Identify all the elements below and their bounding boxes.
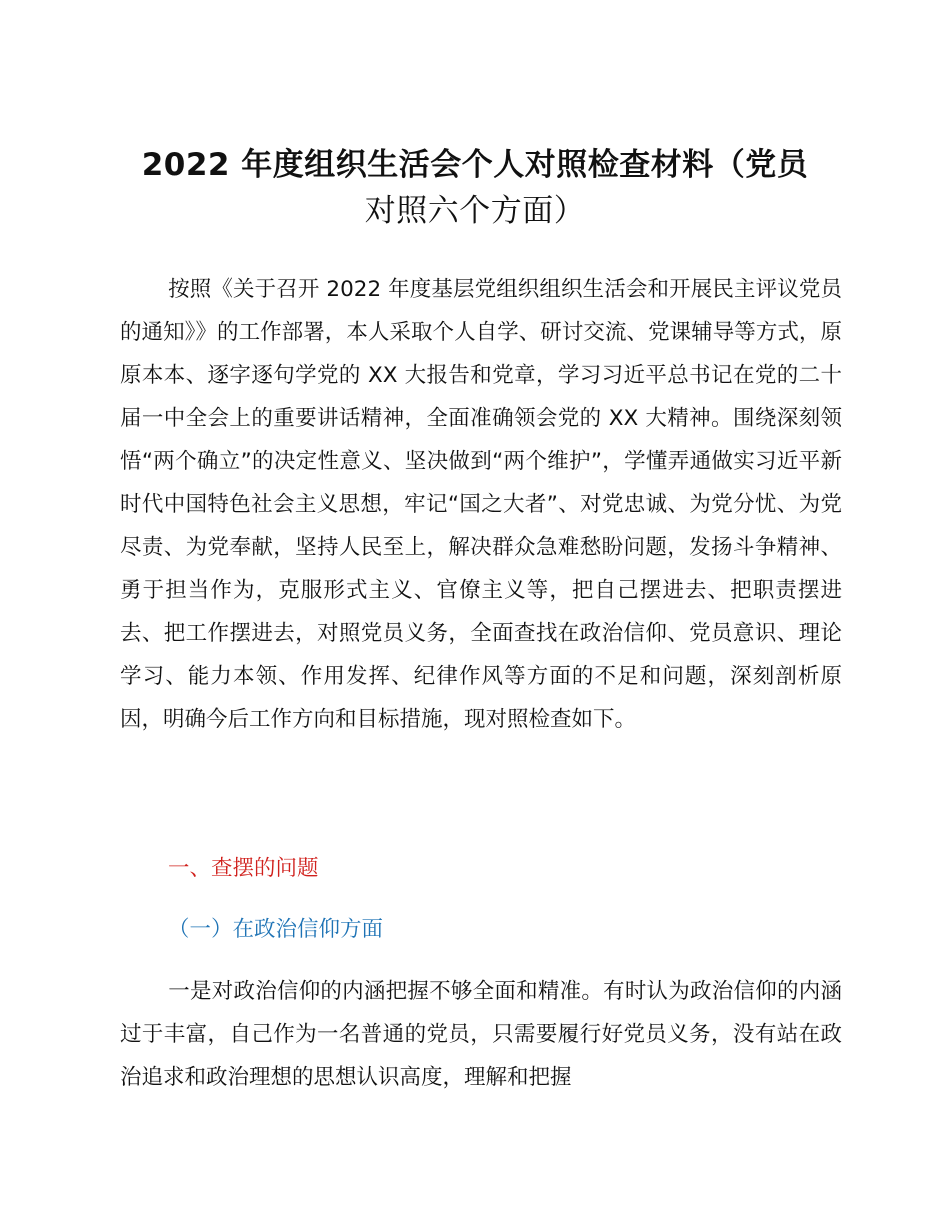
subsection-heading: （一）在政治信仰方面 — [168, 917, 384, 942]
subsection-paragraph — [120, 970, 842, 1099]
document-title — [100, 142, 850, 234]
subsection-paragraph-text: 一是对政治信仰的内涵把握不够全面和精准。有时认为政治信仰的内涵过于丰富，自己作为一名普通的党员，只需要履行好党员义务，没有站在政治追求和政治理想的思想认识高度，理解和把握 — [120, 979, 842, 1090]
intro-paragraph — [120, 268, 842, 741]
title-line-1: 2022 年度组织生活会个人对照检查材料（党员 — [141, 147, 809, 183]
section-heading: 一、查摆的问题 — [168, 856, 319, 881]
intro-paragraph-text: 按照《关于召开 2022 年度基层党组织组织生活会和开展民主评议党员的通知》》的工作部署，本人采取个人自学、研讨交流、党课辅导等方式，原原本本、逐字逐句学党的 XX 大报告和党章，学习习近平总书记在党的二十届一中全会上的重要讲话精神，全面准确领会党的 XX 大精神。围绕深刻领悟“两个确立”的决定性意义、坚决做到“两个维护”，学懂弄通做实习近平新时代中国特色社会主义思想，牢记“国之大者”、对党忠诚、为党分忧、为党尽责、为党奉献，坚持人民至上，解决群众急难愁盼问题，发扬斗争精神、勇于担当作为，克服形式主义、官僚主义等，把自己摆进去、把职责摆进去、把工作摆进去，对照党员义务，全面查找在政治信仰、党员意识、理论学习、能力本领、作用发挥、纪律作风等方面的不足和问题，深刻剖析原因，明确今后工作方向和目标措施，现对照检查如下。 — [120, 277, 842, 732]
title-line-2: 对照六个方面） — [364, 193, 586, 229]
